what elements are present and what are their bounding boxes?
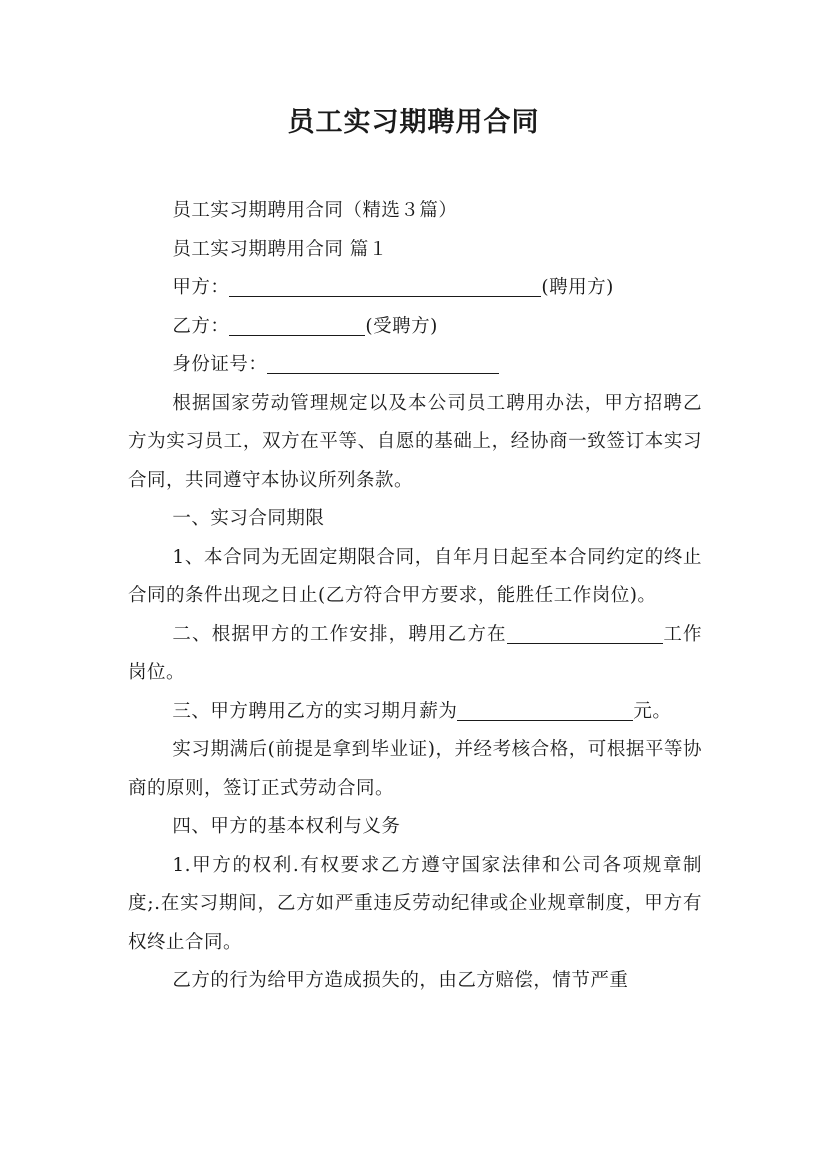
party-a-line [128, 269, 702, 308]
party-a-blank [229, 274, 541, 297]
party-b-blank [229, 313, 365, 336]
party-b-line [128, 308, 702, 347]
clause-3-blank [457, 698, 633, 721]
heading-4: 四、甲方的基本权利与义务 [172, 816, 401, 837]
heading-1: 一、实习合同期限 [172, 508, 325, 529]
id-label: 身份证号： [172, 354, 268, 375]
document-title: 员工实习期聘用合同 [287, 107, 540, 138]
clause-2-suffix: 工作岗位。 [128, 623, 702, 683]
intro-paragraph: 根据国家劳动管理规定以及本公司员工聘用办法，甲方招聘乙方为实习员工，双方在平等、自愿的基础上，经协商一致签订本实习合同，共同遵守本协议所列条款。 [128, 392, 702, 491]
clause-3-suffix: 元。 [633, 700, 672, 722]
document-body [128, 192, 702, 1001]
clause-3-prefix: 三、甲方聘用乙方的实习期月薪为 [172, 700, 458, 722]
clause-3-detail: 实习期满后(前提是拿到毕业证)，并经考核合格，可根据平等协商的原则，签订正式劳动合同。 [128, 739, 702, 799]
clause-4-1: 1.甲方的权利.有权要求乙方遵守国家法律和公司各项规章制度;.在实习期间，乙方如严重违反劳动纪律或企业规章制度，甲方有权终止合同。 [128, 854, 702, 953]
clause-2 [128, 616, 702, 693]
party-a-suffix: (聘用方) [541, 277, 614, 298]
id-blank [267, 351, 499, 374]
clause-2-blank [507, 621, 663, 644]
id-line [128, 346, 702, 385]
clause-3 [128, 693, 702, 732]
party-a-label: 甲方： [172, 277, 230, 298]
party-b-suffix: (受聘方) [365, 315, 438, 337]
subtitle: 员工实习期聘用合同（精选３篇） [172, 200, 458, 221]
section-title: 员工实习期聘用合同 篇１ [172, 238, 388, 260]
party-b-label: 乙方： [172, 315, 230, 337]
clause-1: 1、本合同为无固定期限合同，自年月日起至本合同约定的终止合同的条件出现之日止(乙方符合甲方要求，能胜任工作岗位)。 [128, 546, 702, 606]
clause-2-prefix: 二、根据甲方的工作安排，聘用乙方在 [172, 623, 507, 645]
clause-4-2: 乙方的行为给甲方造成损失的，由乙方赔偿，情节严重 [172, 970, 629, 991]
